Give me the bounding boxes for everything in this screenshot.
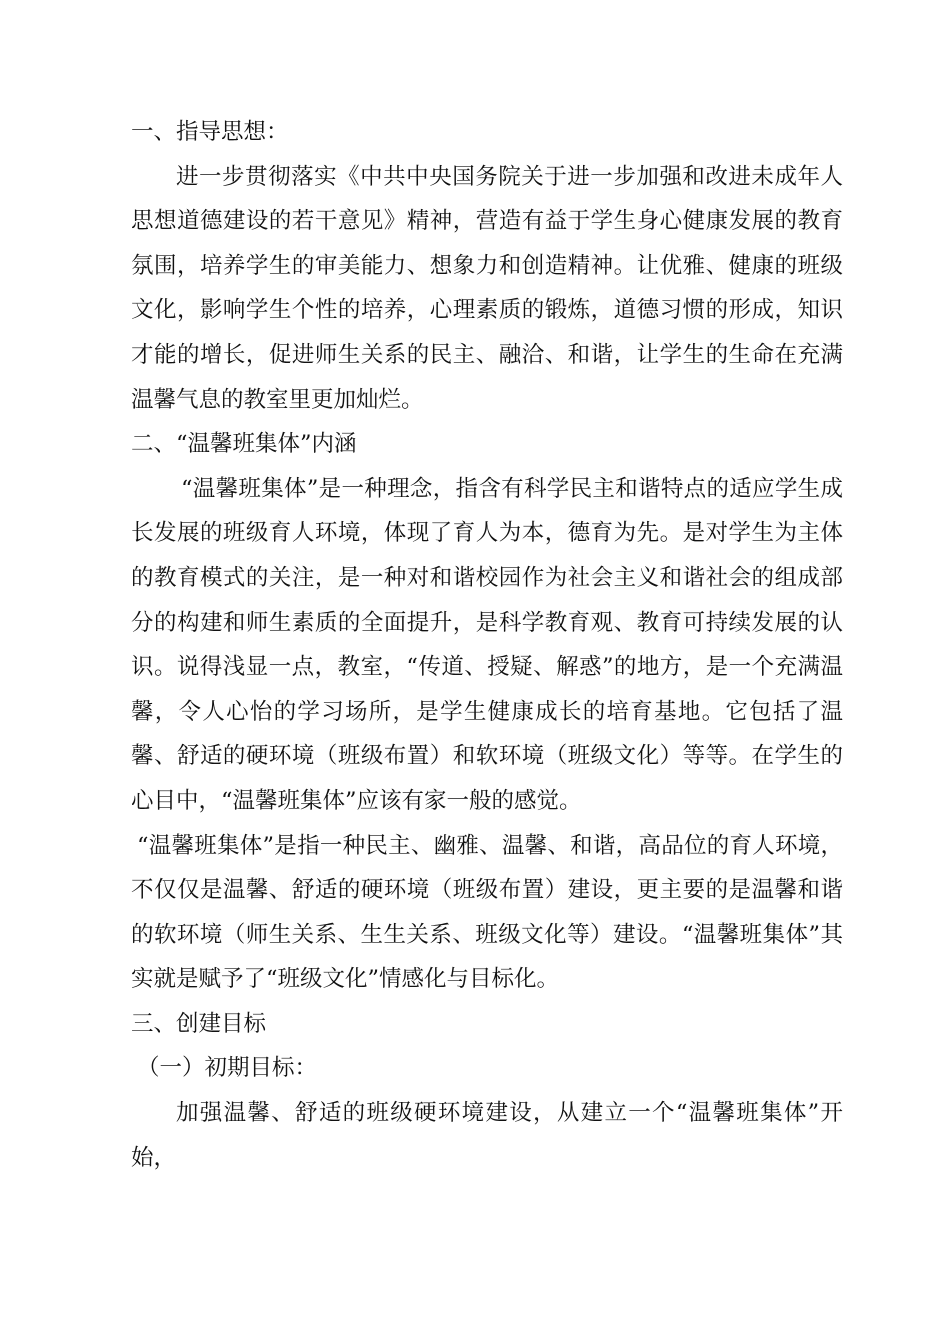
section-heading-guiding-ideology: 一、指导思想：	[131, 119, 289, 145]
paragraph-guiding-ideology: 进一步贯彻落实《中共中央国务院关于进一步加强和改进未成年人思想道德建设的若干意见》精神，营造有益于学生身心健康发展的教育氛围，培养学生的审美能力、想象力和创造精神。让优雅、健康的班级文化，影响学生个性的培养，心理素质的锻炼，道德习惯的形成，知识才能的增长，促进师生关系的民主、融洽、和谐，让学生的生命在充满温馨气息的教室里更加灿烂。	[131, 163, 843, 413]
paragraph-connotation-1: “温馨班集体”是一种理念，指含有科学民主和谐特点的适应学生成长发展的班级育人环境，体现了育人为本，德育为先。是对学生为主体的教育模式的关注，是一种对和谐校园作为社会主义和谐社会的组成部分的构建和师生素质的全面提升，是科学教育观、教育可持续发展的认识。说得浅显一点，教室，“传道、授疑、解惑”的地方，是一个充满温馨，令人心怡的学习场所，是学生健康成长的培育基地。它包括了温馨、舒适的硬环境（班级布置）和软环境（班级文化）等等。在学生的心目中，“温馨班集体”应该有家一般的感觉。	[131, 475, 843, 814]
document-body	[131, 110, 843, 1180]
section-heading-connotation: 二、“温馨班集体”内涵	[131, 431, 357, 458]
subheading-initial-goals: （一）初期目标：	[137, 1055, 318, 1082]
paragraph-initial-goals: 加强温馨、舒适的班级硬环境建设，从建立一个“温馨班集体”开始，	[131, 1100, 843, 1171]
paragraph-connotation-2: “温馨班集体”是指一种民主、幽雅、温馨、和谐，高品位的育人环境，不仅仅是温馨、舒适的硬环境（班级布置）建设，更主要的是温馨和谐的软环境（师生关系、生生关系、班级文化等）建设。“温馨班集体”其实就是赋予了“班级文化”情感化与目标化。	[131, 832, 843, 993]
section-heading-goals: 三、创建目标	[131, 1010, 267, 1037]
